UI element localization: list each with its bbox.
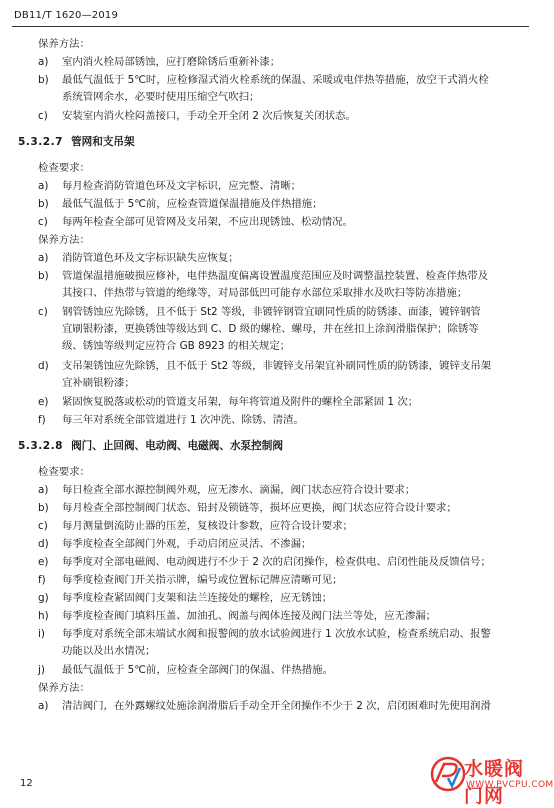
list-item	[38, 574, 343, 587]
list-item	[38, 180, 301, 193]
list-item-text: 每月检查消防管道色环及文字标识，应完整、清晰；	[62, 180, 301, 192]
list-item-text: 每季度检查阀门填料压盖、加油孔、阀盖与阀体连接及阀门法兰等处，应无渗漏；	[62, 610, 437, 622]
list-item	[38, 610, 436, 623]
list-item-label: a)	[38, 700, 49, 712]
list-item-text: 最低气温低于 5℃前，应检查管道保温措施及伴热措施；	[62, 198, 323, 210]
list-item-text: 清洁阀门，在外露螺纹处施涂润滑脂后手动全开全闭操作不少于 2 次，启闭困难时先使用润滑	[62, 700, 491, 712]
list-item-label: d)	[38, 538, 49, 550]
list-item-label: d)	[38, 360, 49, 372]
list-item-label: a)	[38, 484, 49, 496]
list-item	[38, 414, 304, 427]
list-item	[38, 538, 311, 551]
watermark	[430, 752, 554, 807]
list-item-text: 钢管锈蚀应先除锈，且不低于 St2 等级，非镀锌钢管宜刷同性质的防锈漆、面漆，镀锌钢管	[62, 306, 481, 318]
list-item-label: c)	[38, 110, 48, 122]
watermark-url: WWW.PVCPU.COM	[466, 780, 554, 790]
list-item-text: 消防管道色环及文字标识缺失应恢复；	[62, 252, 239, 264]
list-item	[38, 56, 280, 69]
list-item-text: 每季度检查阀门开关指示牌，编号或位置标记牌应清晰可见；	[62, 574, 343, 586]
paragraph-label: 保养方法：	[38, 234, 90, 246]
header-rule	[12, 26, 529, 27]
list-item-text: 每日检查全部水源控制阀外观，应无渗水、滴漏，阀门状态应符合设计要求；	[62, 484, 416, 496]
list-item-continuation: 级、锈蚀等级判定应符合 GB 8923 的相关规定；	[62, 340, 291, 352]
list-item	[38, 216, 353, 229]
section-number: 5.3.2.7	[18, 136, 64, 148]
list-item-label: c)	[38, 216, 48, 228]
list-item-text: 每季度检查全部阀门外观，手动启闭应灵活、不渗漏；	[62, 538, 312, 550]
list-item-text: 每三年对系统全部管道进行 1 次冲洗、除锈、清渣。	[62, 414, 304, 426]
section-heading	[18, 136, 135, 149]
list-item-text: 支吊架锈蚀应先除锈，且不低于 St2 等级，非镀锌支吊架宜补刷同性质的防锈漆，镀锌支吊架	[62, 360, 492, 372]
list-item-text: 每季度对全部电磁阀、电动阀进行不少于 2 次的启闭操作，检查供电、启闭性能及反馈信号；	[62, 556, 491, 568]
list-item-text: 每两年检查全部可见管网及支吊架，不应出现锈蚀、松动情况。	[62, 216, 353, 228]
list-item	[38, 502, 457, 515]
list-item-label: e)	[38, 556, 49, 568]
list-item-text: 最低气温低于 5℃前，应检查全部阀门的保温、伴热措施。	[62, 664, 333, 676]
list-item	[38, 556, 491, 569]
list-item-label: i)	[38, 628, 45, 640]
list-item-label: f)	[38, 574, 46, 586]
watermark-text: 水暖阀门网	[464, 758, 525, 807]
list-item	[38, 484, 415, 497]
document-code: DB11/T 1620—2019	[14, 10, 119, 21]
list-item-label: f)	[38, 414, 46, 426]
pv-logo-icon	[430, 756, 466, 792]
list-item-text: 管道保温措施破损应修补，电伴热温度偏离设置温度范围应及时调整温控装置、检查伴热带及	[62, 270, 489, 282]
list-item	[38, 664, 333, 677]
list-item	[38, 628, 491, 641]
list-item-label: b)	[38, 502, 49, 514]
list-item-label: b)	[38, 74, 49, 86]
list-item	[38, 360, 491, 373]
list-item	[38, 270, 488, 283]
list-item-label: b)	[38, 198, 49, 210]
list-item-label: a)	[38, 252, 49, 264]
list-item-label: a)	[38, 180, 49, 192]
list-item	[38, 252, 239, 265]
list-item-continuation: 其接口、伴热带与管道的绝缘等，对局部低凹可能存水部位采取排水及吹扫等防冻措施；	[62, 287, 468, 299]
list-item-label: g)	[38, 592, 49, 604]
list-item	[38, 110, 356, 123]
page-number: 12	[20, 778, 33, 789]
list-item-text: 紧固恢复脱落或松动的管道支吊架，每年将管道及附件的螺栓全部紧固 1 次；	[62, 396, 419, 408]
list-item-label: j)	[38, 664, 45, 676]
list-item-text: 每月测量倒流防止器的压差，复核设计参数，应符合设计要求；	[62, 520, 353, 532]
list-item-text: 室内消火栓局部锈蚀，应打磨除锈后重新补漆；	[62, 56, 281, 68]
list-item-label: c)	[38, 520, 48, 532]
list-item	[38, 306, 481, 319]
list-item	[38, 198, 323, 211]
paragraph-label: 检查要求：	[38, 466, 90, 478]
list-item-label: c)	[38, 306, 48, 318]
paragraph-label: 保养方法：	[38, 682, 90, 694]
list-item-text: 每月检查全部控制阀门状态、铅封及锁链等，损坏应更换，阀门状态应符合设计要求；	[62, 502, 457, 514]
list-item	[38, 74, 489, 87]
list-item	[38, 700, 491, 713]
list-item-label: e)	[38, 396, 49, 408]
section-title: 管网和支吊架	[71, 136, 135, 148]
list-item	[38, 520, 353, 533]
list-item-text: 安装室内消火栓闷盖接口，手动全开全闭 2 次后恢复关闭状态。	[62, 110, 356, 122]
section-title: 阀门、止回阀、电动阀、电磁阀、水泵控制阀	[71, 440, 283, 452]
list-item	[38, 592, 332, 605]
list-item-continuation: 功能以及出水情况；	[62, 645, 156, 657]
list-item-label: h)	[38, 610, 49, 622]
section-heading	[18, 440, 283, 453]
list-item-continuation: 宜刷银粉漆，更换锈蚀等级达到 C、D 级的螺栓、螺母，并在丝扣上涂润滑脂保护；除锈等	[62, 323, 479, 335]
list-item-continuation: 宜补刷银粉漆；	[62, 377, 135, 389]
list-item-text: 每季度对系统全部末端试水阀和报警阀的放水试验阀进行 1 次放水试验，检查系统启动、报警	[62, 628, 491, 640]
list-item-continuation: 系统管网余水，必要时使用压缩空气吹扫；	[62, 91, 260, 103]
paragraph-label: 检查要求：	[38, 162, 90, 174]
list-item	[38, 396, 418, 409]
list-item-text: 最低气温低于 5℃时，应检修湿式消火栓系统的保温、采暖或电伴热等措施，放空干式消火栓	[62, 74, 489, 86]
paragraph-label: 保养方法：	[38, 38, 90, 50]
section-number: 5.3.2.8	[18, 440, 64, 452]
list-item-text: 每季度检查紧固阀门支架和法兰连接处的螺栓，应无锈蚀；	[62, 592, 333, 604]
list-item-label: a)	[38, 56, 49, 68]
list-item-label: b)	[38, 270, 49, 282]
